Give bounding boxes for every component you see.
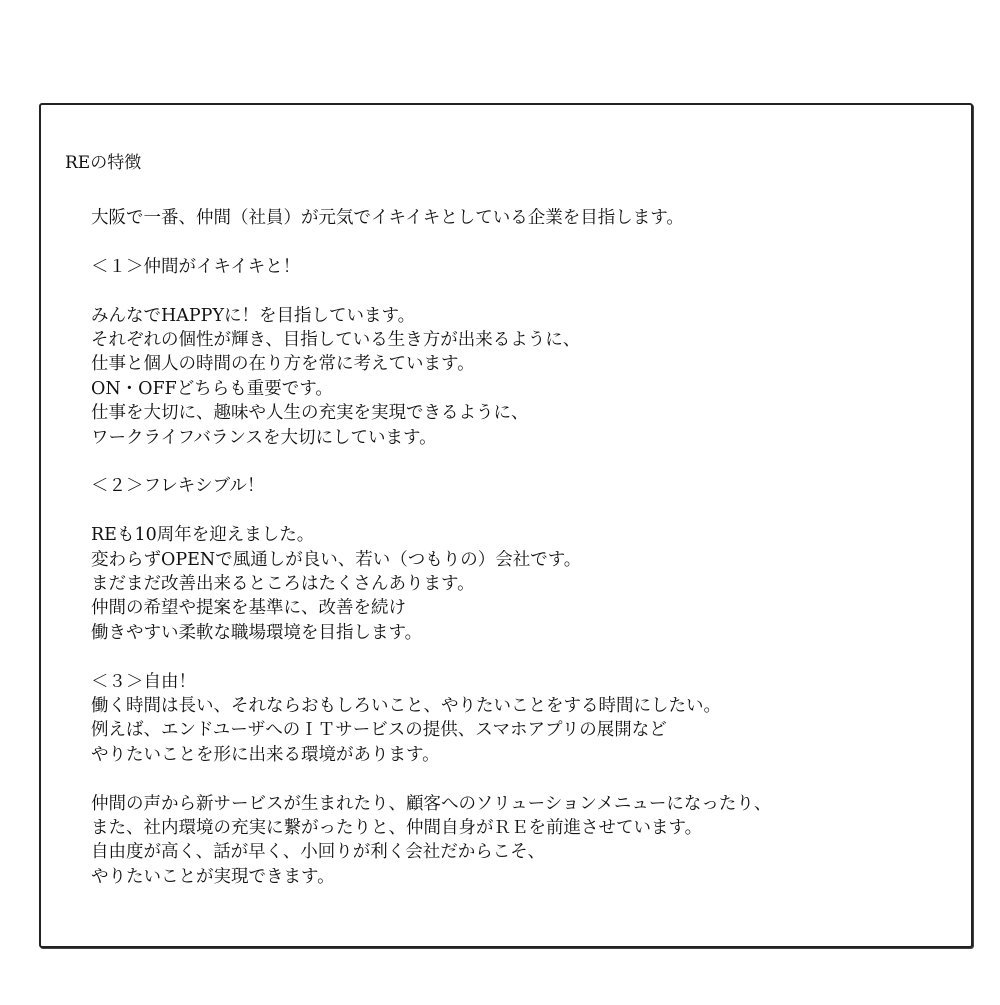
closing-line: やりたいことが実現できます。 (91, 866, 335, 887)
section-3-line: やりたいことを形に出来る環境があります。 (91, 744, 440, 765)
closing-line: 仲間の声から新サービスが生まれたり、顧客へのソリューションメニューになったり、 (91, 793, 772, 814)
blank-line (91, 450, 771, 474)
section-1-line: ON・OFFどちらも重要です。 (91, 378, 333, 399)
closing-line: 自由度が高く、話が早く、小回りが利く会社だからこそ、 (91, 842, 545, 863)
blank-line (91, 279, 771, 303)
closing-line: また、社内環境の充実に繋がったりと、仲間自身がＲＥを前進させています。 (91, 818, 703, 839)
intro-line: 大阪で一番、仲間（社員）が元気でイキイキとしている企業を目指します。 (91, 208, 684, 228)
section-1-line: それぞれの個性が輝き、目指している生き方が出来るように、 (91, 330, 581, 350)
section-2-heading: ＜２＞フレキシブル！ (91, 476, 265, 497)
section-3-line: 働く時間は長い、それならおもしろいこと、やりたいことをする時間にしたい。 (91, 696, 721, 717)
section-2-line: まだまだ改善出来るところはたくさんあります。 (91, 574, 475, 595)
section-2-line: 変わらずOPENで風通しが良い、若い（つもりの）会社です。 (91, 549, 582, 570)
section-3-line: 例えば、エンドユーザへのＩＴサービスの提供、スマホアプリの展開など (91, 720, 667, 741)
blank-line (91, 230, 771, 254)
document-frame (39, 103, 973, 948)
blank-line (91, 499, 771, 523)
section-2-line: REも10周年を迎えました。 (91, 525, 315, 546)
blank-line (91, 645, 771, 669)
section-1-line: みんなでHAPPYに！を目指しています。 (91, 305, 416, 326)
section-2-line: 仲間の希望や提案を基準に、改善を続け (91, 598, 406, 619)
document-body (91, 206, 771, 889)
section-3-heading: ＜３＞自由！ (91, 671, 196, 692)
document-title: REの特徴 (65, 153, 142, 173)
section-2-line: 働きやすい柔軟な職場環境を目指します。 (91, 622, 423, 643)
blank-line (91, 767, 771, 791)
section-1-line: ワークライフバランスを大切にしています。 (91, 427, 437, 448)
section-1-line: 仕事と個人の時間の在り方を常に考えています。 (91, 354, 475, 375)
section-1-line: 仕事を大切に、趣味や人生の充実を実現できるように、 (91, 403, 529, 424)
section-1-heading: ＜１＞仲間がイキイキと！ (91, 256, 301, 277)
